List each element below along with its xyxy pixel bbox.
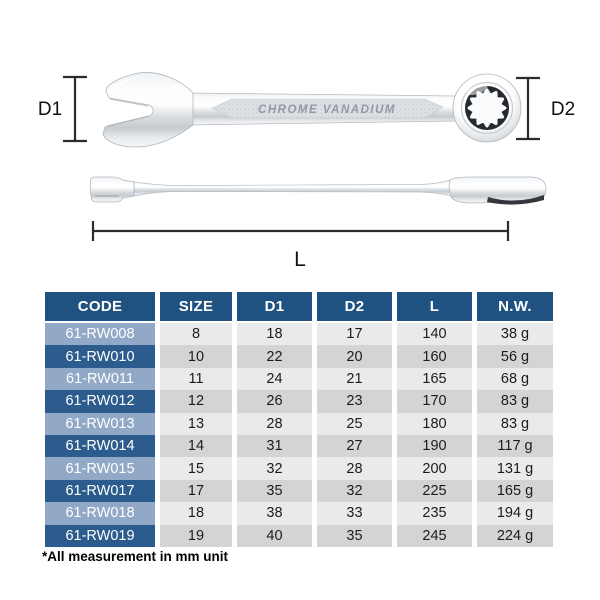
value-cell: 224 g [477, 525, 553, 547]
value-cell: 26 [237, 390, 312, 412]
value-cell: 131 g [477, 457, 553, 479]
dimension-l [93, 221, 508, 241]
value-cell: 83 g [477, 413, 553, 435]
column-header: D2 [317, 292, 392, 321]
value-cell: 83 g [477, 390, 553, 412]
value-cell: 17 [160, 480, 232, 502]
code-cell: 61-RW015 [45, 457, 155, 479]
column-header: D1 [237, 292, 312, 321]
value-cell: 35 [237, 480, 312, 502]
value-cell: 8 [160, 323, 232, 345]
value-cell: 225 [397, 480, 472, 502]
code-cell: 61-RW014 [45, 435, 155, 457]
value-cell: 23 [317, 390, 392, 412]
column-header: SIZE [160, 292, 232, 321]
code-cell: 61-RW010 [45, 345, 155, 367]
value-cell: 200 [397, 457, 472, 479]
value-cell: 56 g [477, 345, 553, 367]
value-cell: 13 [160, 413, 232, 435]
wrench-drawing [0, 0, 600, 285]
value-cell: 245 [397, 525, 472, 547]
column-header: N.W. [477, 292, 553, 321]
value-cell: 38 g [477, 323, 553, 345]
value-cell: 10 [160, 345, 232, 367]
value-cell: 32 [317, 480, 392, 502]
value-cell: 32 [237, 457, 312, 479]
value-cell: 27 [317, 435, 392, 457]
value-cell: 21 [317, 368, 392, 390]
value-cell: 170 [397, 390, 472, 412]
value-cell: 38 [237, 502, 312, 524]
value-cell: 19 [160, 525, 232, 547]
shaft-stamp-text: CHROME VANADIUM [258, 104, 396, 116]
value-cell: 194 g [477, 502, 553, 524]
value-cell: 160 [397, 345, 472, 367]
value-cell: 180 [397, 413, 472, 435]
dimension-d1 [63, 77, 87, 141]
column-header: L [397, 292, 472, 321]
value-cell: 28 [237, 413, 312, 435]
open-end-head [103, 73, 193, 147]
code-cell: 61-RW011 [45, 368, 155, 390]
value-cell: 12 [160, 390, 232, 412]
value-cell: 190 [397, 435, 472, 457]
code-cell: 61-RW019 [45, 525, 155, 547]
value-cell: 140 [397, 323, 472, 345]
value-cell: 18 [237, 323, 312, 345]
d2-label: D2 [550, 99, 576, 120]
value-cell: 68 g [477, 368, 553, 390]
d1-label: D1 [37, 99, 63, 120]
value-cell: 24 [237, 368, 312, 390]
value-cell: 22 [237, 345, 312, 367]
value-cell: 15 [160, 457, 232, 479]
code-cell: 61-RW008 [45, 323, 155, 345]
value-cell: 17 [317, 323, 392, 345]
side-open-end [90, 177, 134, 202]
value-cell: 165 g [477, 480, 553, 502]
code-cell: 61-RW018 [45, 502, 155, 524]
value-cell: 20 [317, 345, 392, 367]
wrench-top-view [103, 73, 521, 147]
value-cell: 25 [317, 413, 392, 435]
l-label: L [294, 248, 306, 271]
measurement-footnote: *All measurement in mm unit [42, 549, 229, 564]
value-cell: 28 [317, 457, 392, 479]
code-cell: 61-RW012 [45, 390, 155, 412]
value-cell: 235 [397, 502, 472, 524]
value-cell: 33 [317, 502, 392, 524]
value-cell: 11 [160, 368, 232, 390]
code-cell: 61-RW017 [45, 480, 155, 502]
value-cell: 14 [160, 435, 232, 457]
value-cell: 40 [237, 525, 312, 547]
table-header-row [45, 292, 553, 321]
spec-table [45, 292, 553, 547]
value-cell: 31 [237, 435, 312, 457]
value-cell: 18 [160, 502, 232, 524]
table-body [45, 323, 553, 547]
value-cell: 35 [317, 525, 392, 547]
column-header: CODE [45, 292, 155, 321]
code-cell: 61-RW013 [45, 413, 155, 435]
side-shaft [134, 180, 452, 196]
side-shaft-highlight [140, 186, 448, 188]
wrench-side-view [90, 177, 546, 205]
value-cell: 165 [397, 368, 472, 390]
value-cell: 117 g [477, 435, 553, 457]
